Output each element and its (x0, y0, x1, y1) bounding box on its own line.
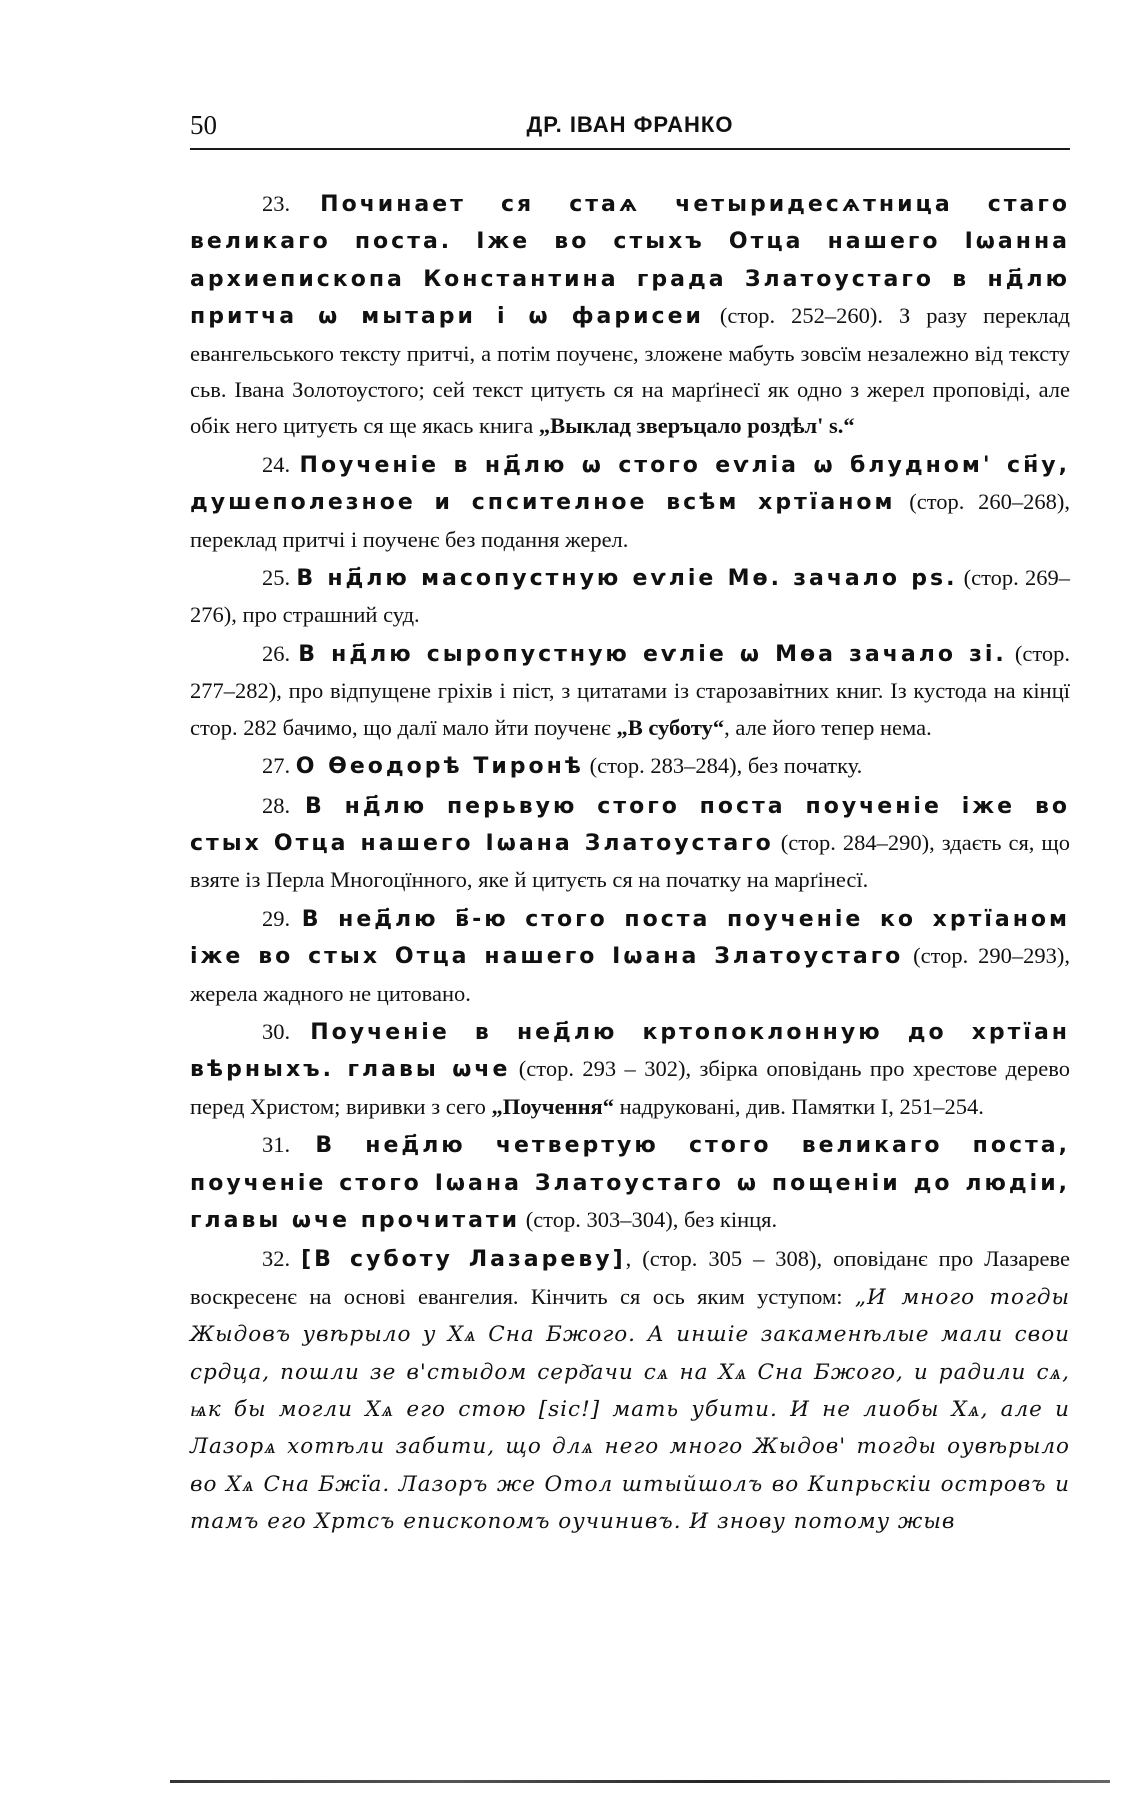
entry-title: В нд҃лю перьвую стого поста поученіе іже во стых Отца нашего Іωана Златоустаго (190, 793, 1071, 856)
entry-text: (стор. 252–260). З разу переклад евангельського тексту притчі, а потім поученє, зложене мабуть зовсїм незалежно від тексту сьв. Івана Золотоустого; сей текст цитуєть ся на марґінесї як одно з жерел проповіді, але обік него цитуєть ся ще якась книга (190, 303, 1071, 439)
entry-27 (190, 748, 1070, 785)
entry-number: 30. (262, 1018, 291, 1044)
entry-number: 26. (262, 640, 291, 666)
entry-23 (190, 186, 1070, 445)
entry-title: В нед҃лю в҃-ю стого поста поученіе ко хртїаном іже во стых Отца нашего Іωана Златоустаго (190, 906, 1070, 970)
entry-32 (190, 1241, 1070, 1540)
entry-number: 29. (262, 905, 291, 931)
entry-text: (стор. 303–304), без кінця. (520, 1206, 778, 1232)
entry-title: В нд҃лю масопустную еѵліе Мѳ. зачало рѕ. (296, 566, 958, 592)
entry-quote: „Поучення“ (491, 1093, 614, 1119)
entry-number: 24. (262, 451, 291, 477)
entry-text: (стор. 283–284), без початку. (584, 753, 863, 779)
page-header (190, 100, 1070, 150)
entry-number: 32. (262, 1246, 291, 1272)
entry-text: (стор. 293 – 302), збірка оповідань про хрестове дерево перед Христом; виривки з сего (190, 1056, 1070, 1119)
entry-text: (стор. 269–276), про страшний суд. (190, 565, 1071, 628)
entry-text-2: надруковані, див. Памятки І, 251–254. (613, 1093, 984, 1119)
entry-title: [В суботу Лазареву] (301, 1247, 626, 1273)
entry-title: О Өеодорѣ Тиронѣ (295, 754, 584, 780)
entry-number: 23. (262, 191, 291, 216)
entry-text: (стор. 284–290), здаєть ся, що взяте із Перла Многоцїнного, яке й цитуєть ся на початку на марґінесї. (190, 829, 1070, 893)
entry-28 (190, 788, 1070, 899)
entry-24 (190, 447, 1070, 558)
entry-text: (стор. 290–293), жерела жадного не цитовано. (190, 943, 1070, 1006)
page-number: 50 (190, 110, 217, 140)
entry-title: Починает ся стаѧ четыридесѧтница стаго великаго поста. Іже во стыхъ Отца нашего Іωанна архиепископа Константина града Златоустаго в нд҃лю притча ω мытари і ω фарисеи (190, 192, 1070, 330)
entry-title: Поученіе в нд҃лю ω стого еѵліа ω блудном' сн҃у, душеполезное и спсителное всѣм хртїаном (190, 452, 1071, 516)
entry-title: В нед҃лю четвертую стого великаго поста, поученіе стого Іωана Златоустаго ω пощеніи до людіи, главы ωче прочитати (190, 1133, 1070, 1233)
entry-title: В нд҃лю сыропустную еѵліе ω Мѳа зачало зі. (298, 641, 1007, 667)
entry-text: , (стор. 305 – 308), оповіданє про Лазареве воскресенє на основі евангелия. Кінчить ся ось яким уступом: (190, 1246, 1071, 1309)
footer-rule (170, 1780, 1110, 1783)
entry-number: 31. (262, 1132, 291, 1158)
entry-text-2: , але його тепер нема. (724, 714, 932, 740)
entry-26 (190, 636, 1070, 746)
entry-long-quote: „И много тогды Жыдовъ увѣрыло у Хѧ Сна Бжого. А иншіе закаменѣлые мали свои срдца, пошли зе в'стыдом серд҃ачи сѧ на Хѧ Сна Бжого, и радили сѧ, ѩк бы могли Хѧ его стою [sic!] мать убити. И не лиобы Хѧ, але и Лазорѧ хотѣли забити, що длѧ него много Жыдов' тогды оувѣрыло во Хѧ Сна Бжїа. Лазоръ же Отол штыйшолъ во Кипрьскіи островъ и тамъ его Хртсъ епископомъ оучинивъ. И знову потому жыв (190, 1284, 1071, 1535)
entry-25 (190, 560, 1070, 634)
entry-30 (190, 1014, 1070, 1125)
body-text (190, 186, 1070, 1541)
entry-number: 25. (262, 565, 291, 591)
entry-text: (стор. 277–282), про відпущене гріхів і піст, з цитатами із старозавітних книг. Із кустода на кінцї стор. 282 бачимо, що далї мало йти поученє (190, 640, 1071, 740)
running-head: ДР. ІВАН ФРАНКО (526, 112, 734, 137)
entry-29 (190, 901, 1070, 1012)
entry-number: 27. (262, 753, 291, 779)
book-page (190, 100, 1070, 1760)
entry-quote: „В суботу“ (616, 714, 725, 740)
entry-title: Поученіе в нед҃лю кртопоклонную до хртїан вѣрныхъ. главы ωче (190, 1019, 1071, 1083)
entry-quote: „Выклад зверъцало роздѣл' ѕ.“ (538, 413, 855, 439)
entry-number: 28. (262, 792, 291, 818)
entry-text: (стор. 260–268), переклад притчі і поученє без подання жерел. (190, 489, 1070, 552)
entry-31 (190, 1127, 1070, 1239)
